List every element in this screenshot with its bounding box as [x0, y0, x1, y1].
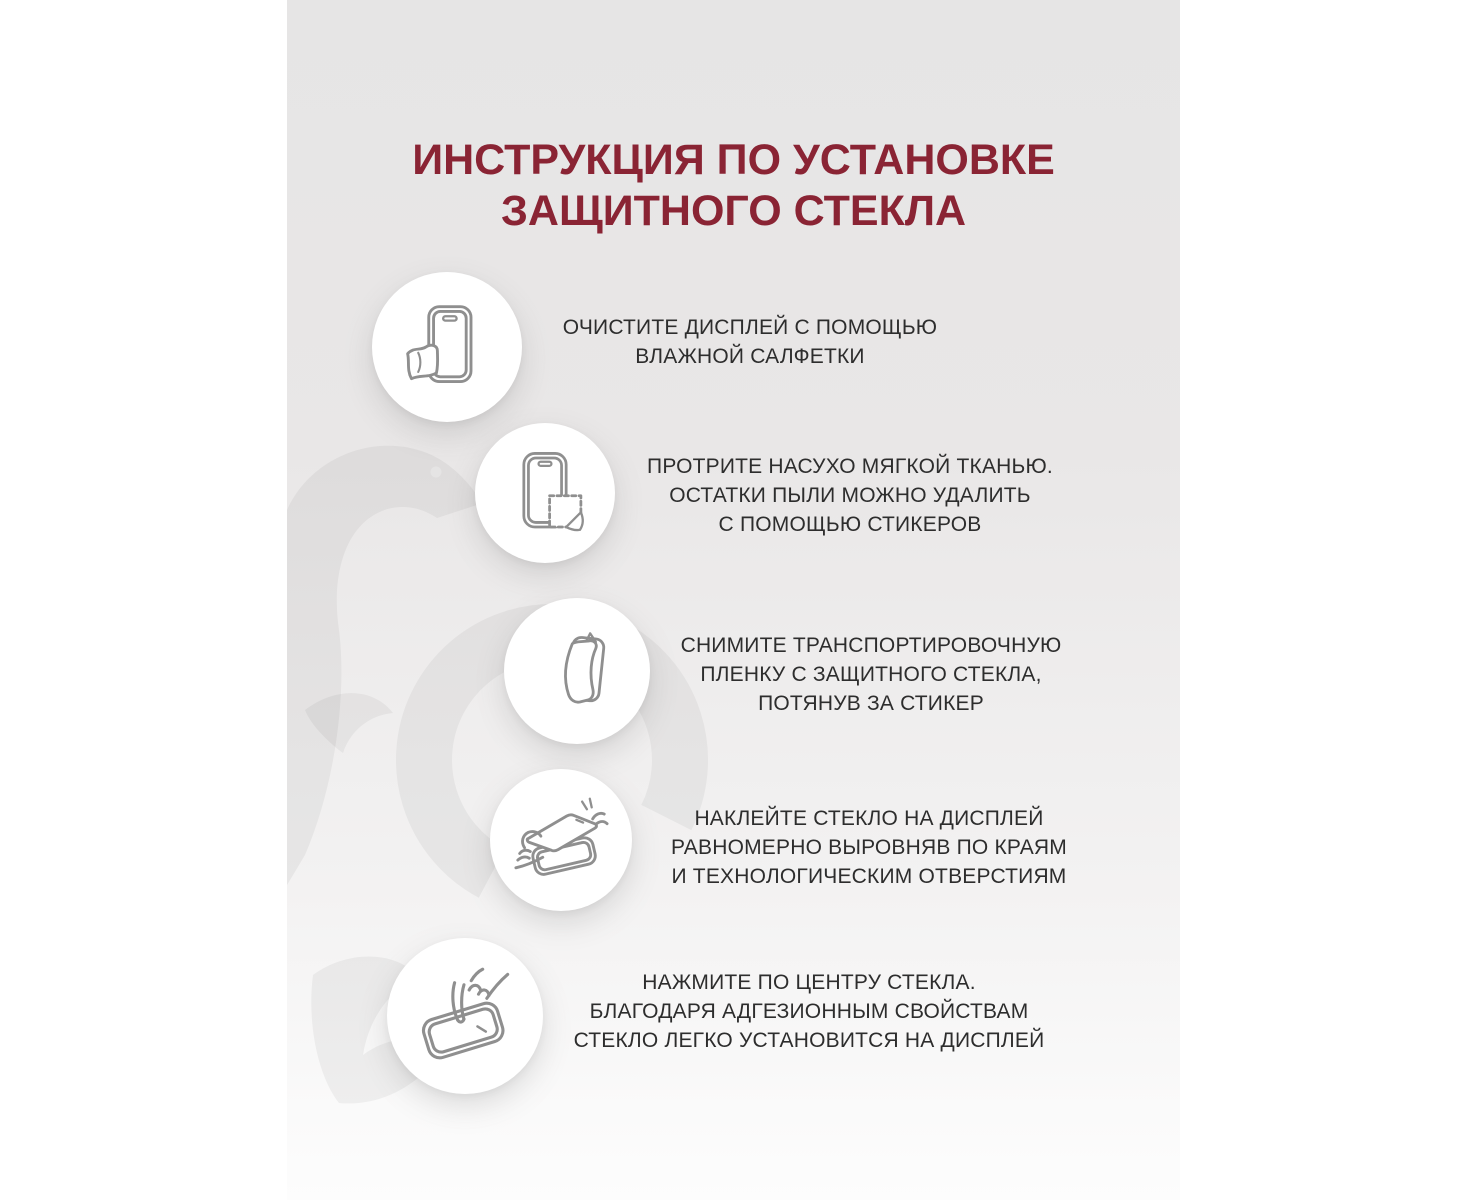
step-2-text [630, 452, 1070, 539]
text-line: ВЛАЖНОЙ САЛФЕТКИ [635, 345, 865, 368]
phone-wet-wipe-icon [399, 299, 495, 395]
text-line: ПРОТРИТЕ НАСУХО МЯГКОЙ ТКАНЬЮ. [647, 455, 1053, 478]
press-center-icon [413, 964, 517, 1068]
text-line: НАЖМИТЕ ПО ЦЕНТРУ СТЕКЛА. [642, 971, 976, 994]
text-line: ПОТЯНУВ ЗА СТИКЕР [758, 692, 984, 715]
text-line: ПЛЕНКУ С ЗАЩИТНОГО СТЕКЛА, [700, 663, 1042, 686]
step-3-circle [504, 598, 650, 744]
text-line: БЛАГОДАРЯ АДГЕЗИОННЫМ СВОЙСТВАМ [589, 1000, 1029, 1023]
text-line: ОСТАТКИ ПЫЛИ МОЖНО УДАЛИТЬ [669, 484, 1031, 507]
step-1-circle [372, 272, 522, 422]
step-4-circle [490, 769, 632, 911]
dolphin-eye [431, 467, 442, 478]
step-1-text [540, 313, 960, 371]
text-line: С ПОМОЩЬЮ СТИКЕРОВ [718, 513, 982, 536]
text-line: ОЧИСТИТЕ ДИСПЛЕЙ С ПОМОЩЬЮ [562, 316, 938, 339]
text-line: ИНСТРУКЦИЯ ПО УСТАНОВКЕ [412, 135, 1055, 184]
apply-glass-icon [513, 792, 609, 888]
text-line: СНИМИТЕ ТРАНСПОРТИРОВОЧНУЮ [680, 634, 1062, 657]
peel-film-icon [530, 624, 624, 718]
text-line: И ТЕХНОЛОГИЧЕСКИМ ОТВЕРСТИЯМ [671, 865, 1067, 888]
step-2-circle [475, 423, 615, 563]
step-5-text [559, 968, 1059, 1055]
text-line: РАВНОМЕРНО ВЫРОВНЯВ ПО КРАЯМ [671, 836, 1067, 859]
text-line: НАКЛЕЙТЕ СТЕКЛО НА ДИСПЛЕЙ [694, 807, 1044, 830]
page-title [287, 135, 1180, 237]
step-5-circle [387, 938, 543, 1094]
text-line: СТЕКЛО ЛЕГКО УСТАНОВИТСЯ НА ДИСПЛЕЙ [573, 1029, 1045, 1052]
instruction-poster [287, 0, 1180, 1200]
step-4-text [639, 804, 1099, 891]
text-line: ЗАЩИТНОГО СТЕКЛА [500, 186, 967, 235]
phone-dry-cloth-icon [499, 447, 591, 539]
step-3-text [651, 631, 1091, 718]
